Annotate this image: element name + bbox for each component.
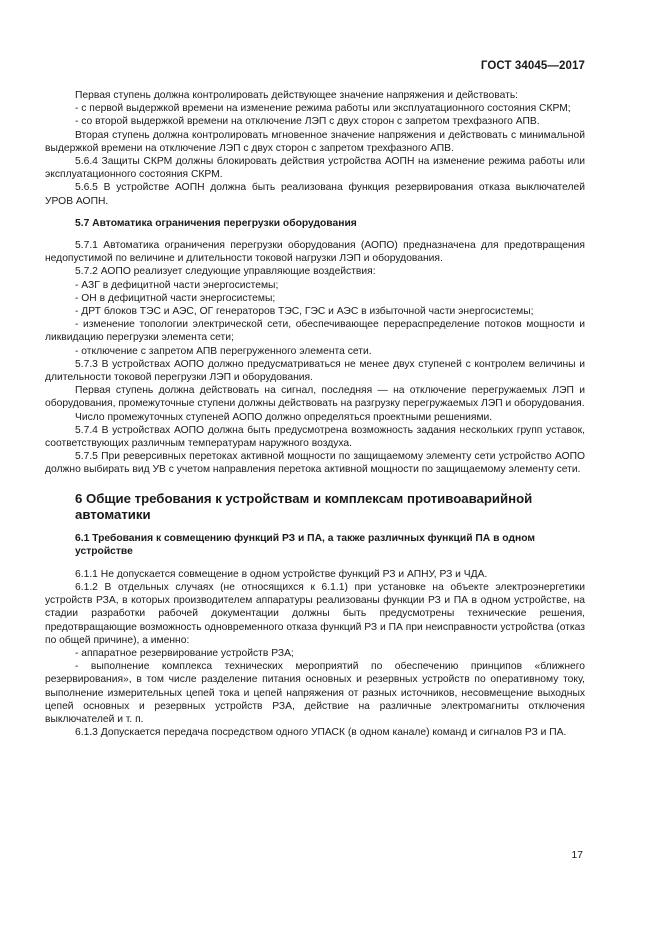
- section-heading-6-1: 6.1 Требования к совмещению функций РЗ и ПА, а также различных функций ПА в одном устройстве: [75, 532, 535, 558]
- clause-6-1-3: 6.1.3 Допускается передача посредством одного УПАСК (в одном канале) команд и сигналов РЗ и ПА.: [75, 727, 567, 739]
- page-number: 17: [571, 850, 583, 861]
- paragraph: Число промежуточных ступеней АОПО должно определяться проектными решениями.: [75, 411, 493, 423]
- clause-5-7-4: 5.7.4 В устройствах АОПО должна быть предусмотрена возможность задания нескольких групп уставок, соответствующих различным температурам наружного воздуха.: [45, 424, 585, 450]
- list-item: - ДРТ блоков ТЭС и АЭС, ОГ генераторов ТЭС, ГЭС и АЭС в избыточной части энергосистемы;: [75, 306, 534, 318]
- clause-5-7-3: 5.7.3 В устройствах АОПО должно предусматриваться не менее двух ступеней с контролем величины и длительности токовой перегрузки ЛЭП и оборудования.: [45, 358, 585, 384]
- list-item: - ОН в дефицитной части энергосистемы;: [75, 292, 276, 304]
- clause-5-7-5: 5.7.5 При реверсивных перетоках активной мощности по защищаемому элементу сети устройство АОПО должно выбирать вид УВ с учетом направления перетока активной мощности по защищаемому элементу сети.: [45, 451, 585, 476]
- paragraph: Первая ступень должна действовать на сигнал, последняя — на отключение перегружаемых ЛЭП и оборудования, промежуточные ступени должны действовать на разгрузку перегружаемых ЛЭП и оборудования.: [45, 385, 585, 410]
- list-item: - со второй выдержкой времени на отключение ЛЭП с двух сторон с запретом трехфазного АПВ.: [75, 116, 540, 128]
- clause-5-7-2: 5.7.2 АОПО реализует следующие управляющие воздействия:: [75, 266, 376, 278]
- paragraph: Первая ступень должна контролировать действующее значение напряжения и действовать:: [75, 90, 519, 101]
- list-item: - АЗГ в дефицитной части энергосистемы;: [75, 279, 279, 291]
- section-heading-5-7: 5.7 Автоматика ограничения перегрузки оборудования: [75, 217, 357, 229]
- list-item: - изменение топологии электрической сети, обеспечивающее перераспределение потоков мощности и ликвидацию перегрузки элемента сети;: [45, 319, 585, 344]
- list-item: - аппаратное резервирование устройств РЗА;: [75, 647, 294, 659]
- clause-5-6-5: 5.6.5 В устройстве АОПН должна быть реализована функция резервирования отказа выключателей УРОВ АОПН.: [45, 182, 585, 207]
- chapter-heading-6: 6 Общие требования к устройствам и комплексам противоаварийной автоматики: [75, 490, 533, 522]
- list-item: - выполнение комплекса технических мероприятий по обеспечению принципов «ближнего резервирования», в том числе разделение питания основных и резервных устройств по оперативному току, выполнение измерительных цепей тока и цепей напряжения от разных источников, несовмещение выходных цепей основных и резервных устройств РЗА, действие на различные электромагниты отключения выключателей и т. п.: [45, 661, 585, 725]
- clause-5-7-1: 5.7.1 Автоматика ограничения перегрузки оборудования (АОПО) предназначена для предотвращения недопустимой по величине и длительности токовой нагрузки ЛЭП и оборудования.: [45, 240, 585, 265]
- clause-6-1-1: 6.1.1 Не допускается совмещение в одном устройстве функций РЗ и АПНУ, РЗ и ЧДА.: [75, 568, 488, 580]
- clause-6-1-2: 6.1.2 В отдельных случаях (не относящихся к 6.1.1) при установке на объекте электроэнергетики устройств РЗА, в которых производителем аппаратуры реализованы функции РЗ и ПА в одном устройстве, на стадии разработки рабочей документации должны быть предусмотрены технические решения, предотвращающие возможность одновременного отказа функций РЗ и ПА при неисправности устройства (отказ по общей причине), а именно:: [45, 581, 585, 646]
- list-item: - с первой выдержкой времени на изменение режима работы или эксплуатационного состояния СКРМ;: [75, 103, 571, 115]
- list-item: - отключение с запретом АПВ перегруженного элемента сети.: [75, 345, 372, 357]
- paragraph: Вторая ступень должна контролировать мгновенное значение напряжения и действовать с минимальной выдержкой времени на отключение ЛЭП с двух сторон с запретом трехфазного АПВ.: [45, 129, 585, 154]
- document-body: [45, 89, 585, 739]
- clause-5-6-4: 5.6.4 Защиты СКРМ должны блокировать действия устройства АОПН на изменение режима работы или эксплуатационного состояния СКРМ.: [45, 156, 585, 181]
- document-code: ГОСТ 34045—2017: [480, 60, 585, 72]
